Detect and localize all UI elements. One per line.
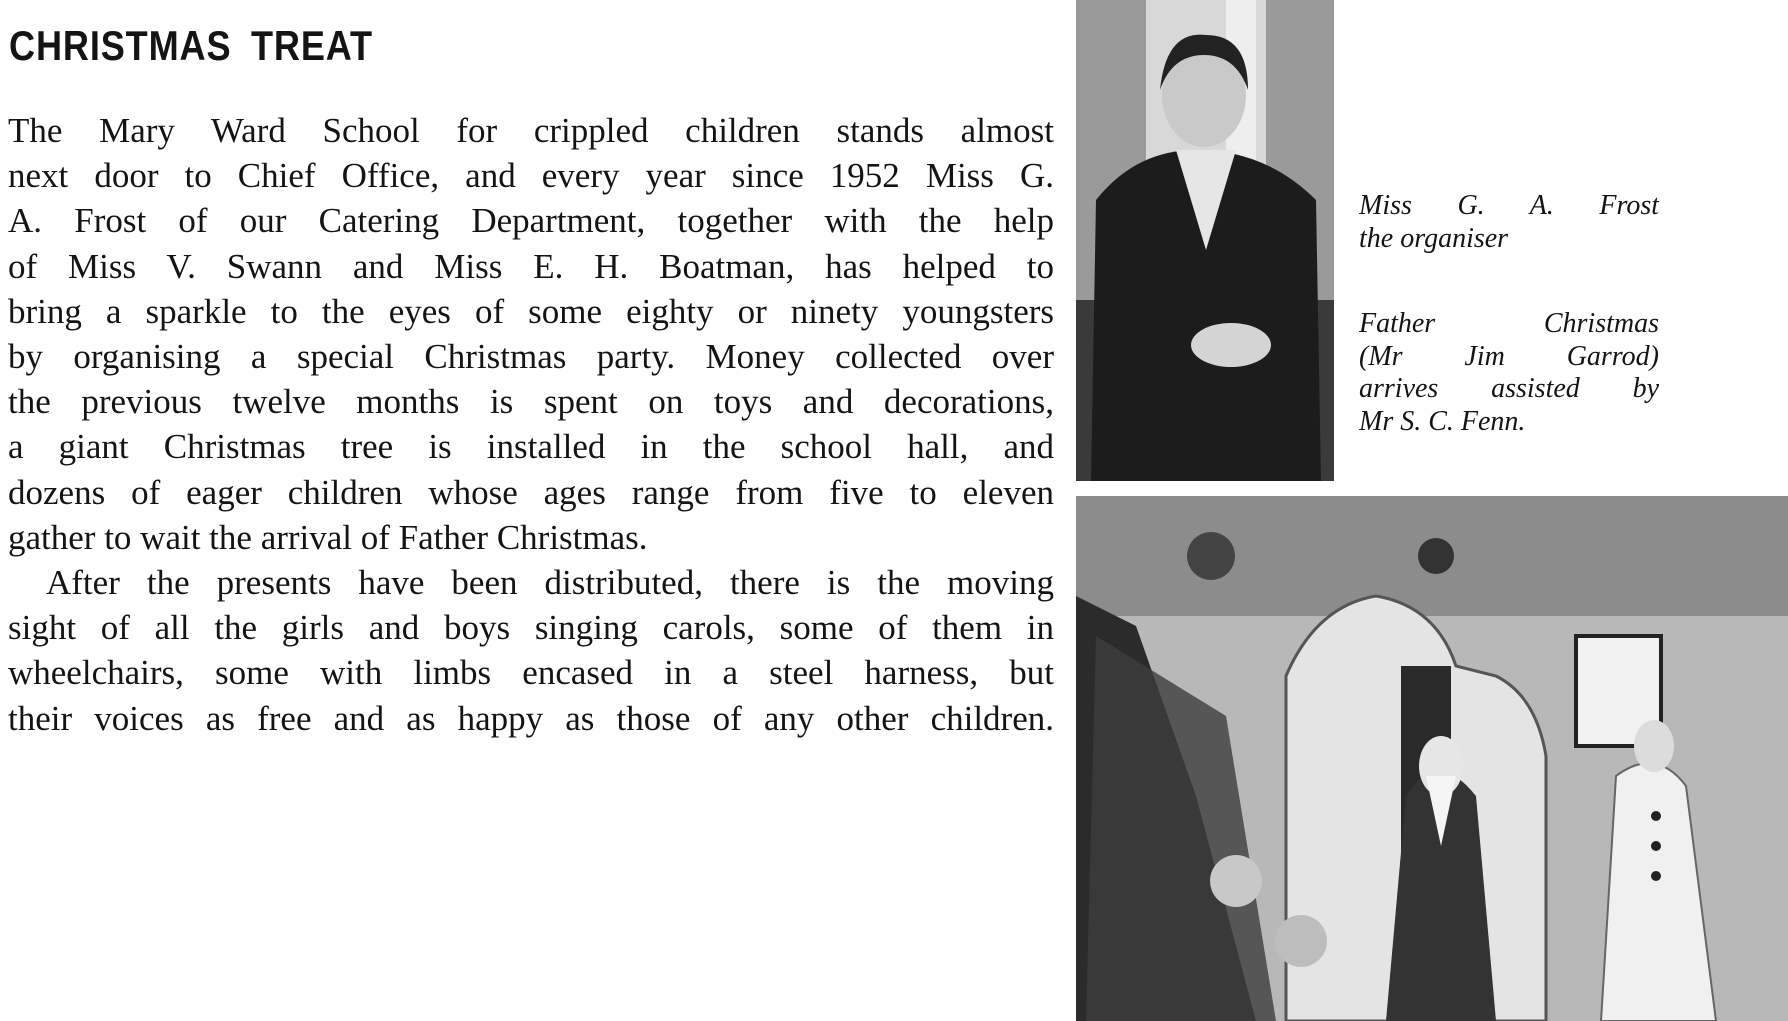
caption-line: Miss G. A. Frost [1359,190,1659,221]
text-line: a giant Christmas tree is installed in the school hall, and [8,427,1054,467]
text-line: bring a sparkle to the eyes of some eighty or ninety youngsters [8,291,1054,331]
paragraph-2 [8,560,1054,741]
caption-line: Mr S. C. Fenn. [1359,405,1526,437]
paragraph-1 [8,108,1054,560]
caption-line: arrives assisted by [1359,373,1659,404]
text-line: After the presents have been distributed, there is the moving [46,563,1054,603]
text-line: The Mary Ward School for crippled children stands almost [8,111,1054,150]
text-line: by organising a special Christmas party. Money collected over [8,337,1054,377]
text-line: next door to Chief Office, and every year since 1952 Miss G. [8,156,1054,196]
text-line: wheelchairs, some with limbs encased in a steel harness, but [8,653,1054,693]
article-title: CHRISTMAS TREAT [9,22,373,69]
photo-father-christmas [1076,496,1788,1021]
text-line: of Miss V. Swann and Miss E. H. Boatman, has helped to [8,246,1054,286]
text-line: gather to wait the arrival of Father Christmas. [8,517,648,557]
caption-line: Father Christmas [1359,308,1659,339]
text-line: sight of all the girls and boys singing carols, some of them in [8,608,1054,648]
photo-miss-frost [1076,0,1334,481]
caption-father-christmas [1359,308,1659,438]
text-line: dozens of eager children whose ages range from five to eleven [8,472,1054,512]
article-body [8,108,1054,741]
text-line: A. Frost of our Catering Department, together with the help [8,201,1054,241]
text-line: their voices as free and as happy as those of any other children. [8,698,1054,738]
caption-line: the organiser [1359,222,1509,254]
text-line: the previous twelve months is spent on toys and decorations, [8,382,1054,422]
caption-line: (Mr Jim Garrod) [1359,340,1659,372]
caption-frost [1359,190,1659,255]
